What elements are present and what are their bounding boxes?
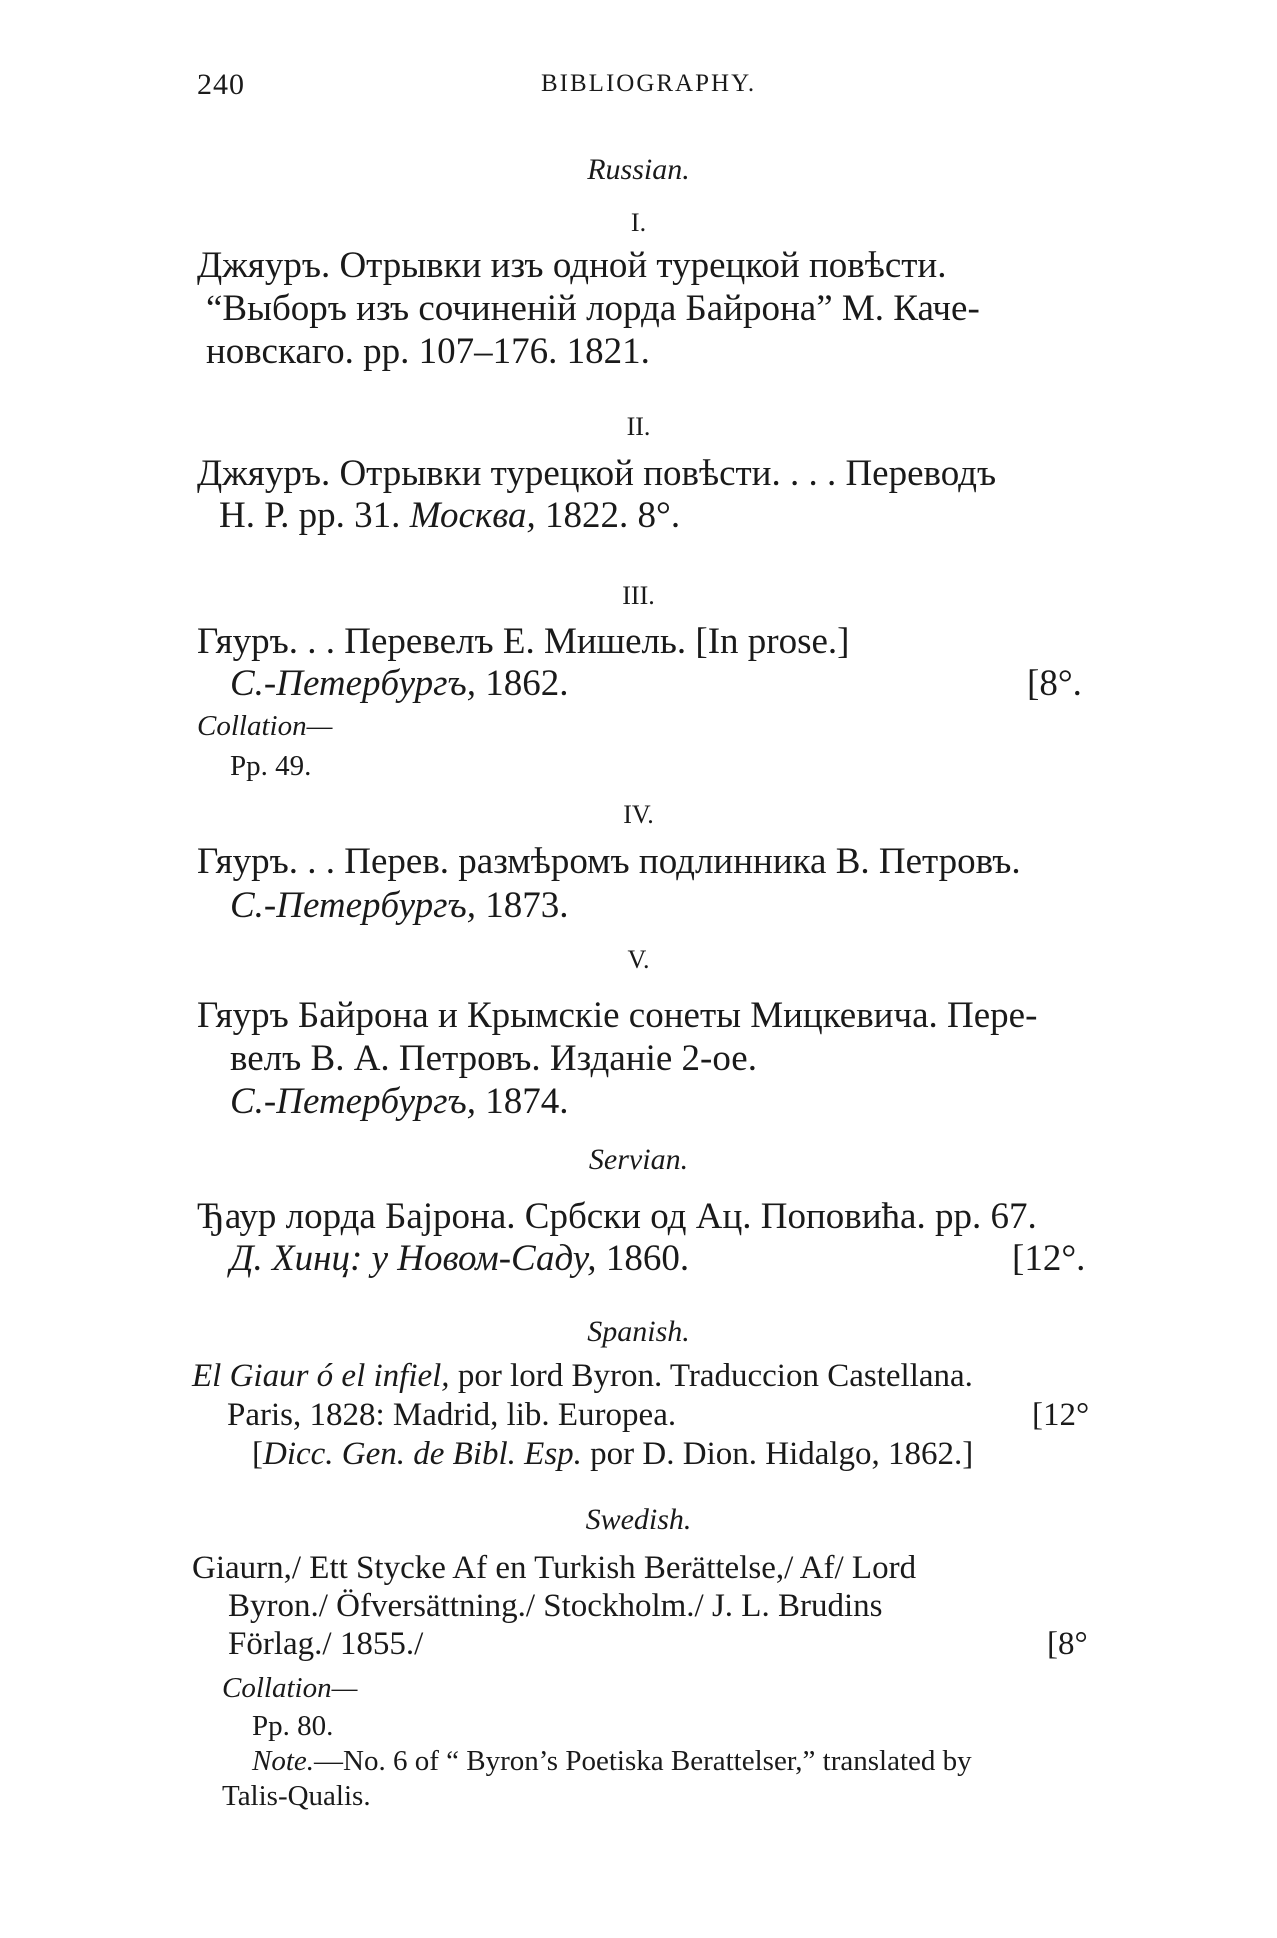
running-head: BIBLIOGRAPHY. xyxy=(541,70,757,97)
entry-line: Гяуръ. . . Перев. размѣромъ подлинника В. Петровъ. xyxy=(197,841,1021,882)
section-heading-spanish: Spanish. xyxy=(587,1315,690,1348)
entry-line: Byron./ Öfversättning./ Stockholm./ J. L. Brudins xyxy=(228,1588,883,1624)
format-label: [12° xyxy=(1032,1397,1090,1433)
note-line xyxy=(252,1745,972,1778)
entry-line: Ђаур лорда Бајрона. Србски од Ац. Поповића. pp. 67. xyxy=(197,1196,1037,1237)
collation-value: Pp. 49. xyxy=(230,750,312,782)
entry-numeral: III. xyxy=(622,581,655,610)
entry-numeral: IV. xyxy=(623,800,654,829)
entry-line xyxy=(192,1358,973,1395)
format-label: [12°. xyxy=(1012,1238,1086,1279)
entry-line: Джяуръ. Отрывки турецкой повѣсти. . . . Переводъ xyxy=(197,453,997,494)
note-label: Note. xyxy=(252,1745,315,1777)
note-text: —No. 6 of “ Byron’s Poetiska Berattelser,” translated by xyxy=(314,1745,972,1777)
imprint-line xyxy=(230,884,569,927)
collation-value: Pp. 80. xyxy=(252,1710,334,1742)
work-title: El Giaur ó el infiel, xyxy=(192,1358,450,1394)
entry-line: Гяуръ Байрона и Крымскіе сонеты Мицкевича. Пере- xyxy=(197,995,1038,1036)
reference-line xyxy=(252,1436,973,1473)
imprint-line xyxy=(230,662,569,705)
imprint-place: С.-Петербургъ, xyxy=(230,663,476,704)
section-heading-swedish: Swedish. xyxy=(585,1503,692,1536)
entry-line: Джяуръ. Отрывки изъ одной турецкой повѣсти. xyxy=(197,245,947,286)
imprint-place: Д. Хинц: у Новом-Саду, xyxy=(230,1238,597,1279)
format-label: [8° xyxy=(1047,1626,1088,1662)
entry-line xyxy=(219,494,680,537)
reference-text: por D. Dion. Hidalgo, 1862.] xyxy=(581,1436,974,1472)
note-line: Talis-Qualis. xyxy=(222,1780,371,1812)
entry-text: Н. Р. pp. 31. xyxy=(219,495,410,536)
entry-line: новскаго. pp. 107–176. 1821. xyxy=(206,331,650,372)
entry-text: por lord Byron. Traduccion Castellana. xyxy=(449,1358,973,1394)
imprint-place: С.-Петербургъ, xyxy=(230,885,476,926)
imprint-year: 1822. 8°. xyxy=(535,495,681,536)
entry-numeral: I. xyxy=(630,208,647,237)
imprint-line xyxy=(230,1237,689,1280)
entry-line: Paris, 1828: Madrid, lib. Europea. xyxy=(227,1397,677,1433)
page-number: 240 xyxy=(197,68,245,101)
section-heading-russian: Russian. xyxy=(587,153,690,186)
entry-line: “Выборъ изъ сочиненій лорда Байрона” М. Каче- xyxy=(206,288,980,329)
imprint-year: 1860. xyxy=(596,1238,690,1279)
entry-line: велъ В. А. Петровъ. Изданіе 2-ое. xyxy=(230,1038,757,1079)
entry-numeral: II. xyxy=(626,412,651,441)
entry-numeral: V. xyxy=(627,945,650,974)
collation-label: Collation— xyxy=(197,710,333,742)
reference-title: Dicc. Gen. de Bibl. Esp. xyxy=(263,1436,582,1472)
format-label: [8°. xyxy=(1027,663,1082,704)
entry-line: Förlag./ 1855./ xyxy=(228,1626,424,1662)
imprint-year: 1862. xyxy=(476,663,569,704)
imprint-place: Москва, xyxy=(409,495,536,536)
imprint-place: С.-Петербургъ, xyxy=(230,1081,476,1122)
entry-line: Giaurn,/ Ett Stycke Af en Turkish Berättelse,/ Af/ Lord xyxy=(192,1550,917,1586)
imprint-line xyxy=(230,1080,569,1123)
section-heading-servian: Servian. xyxy=(588,1143,689,1176)
collation-label: Collation— xyxy=(222,1672,358,1704)
imprint-year: 1873. xyxy=(476,885,569,926)
reference-bracket: [ xyxy=(252,1436,263,1472)
entry-line: Гяуръ. . . Перевелъ Е. Мишель. [In prose.] xyxy=(197,621,850,662)
imprint-year: 1874. xyxy=(476,1081,569,1122)
